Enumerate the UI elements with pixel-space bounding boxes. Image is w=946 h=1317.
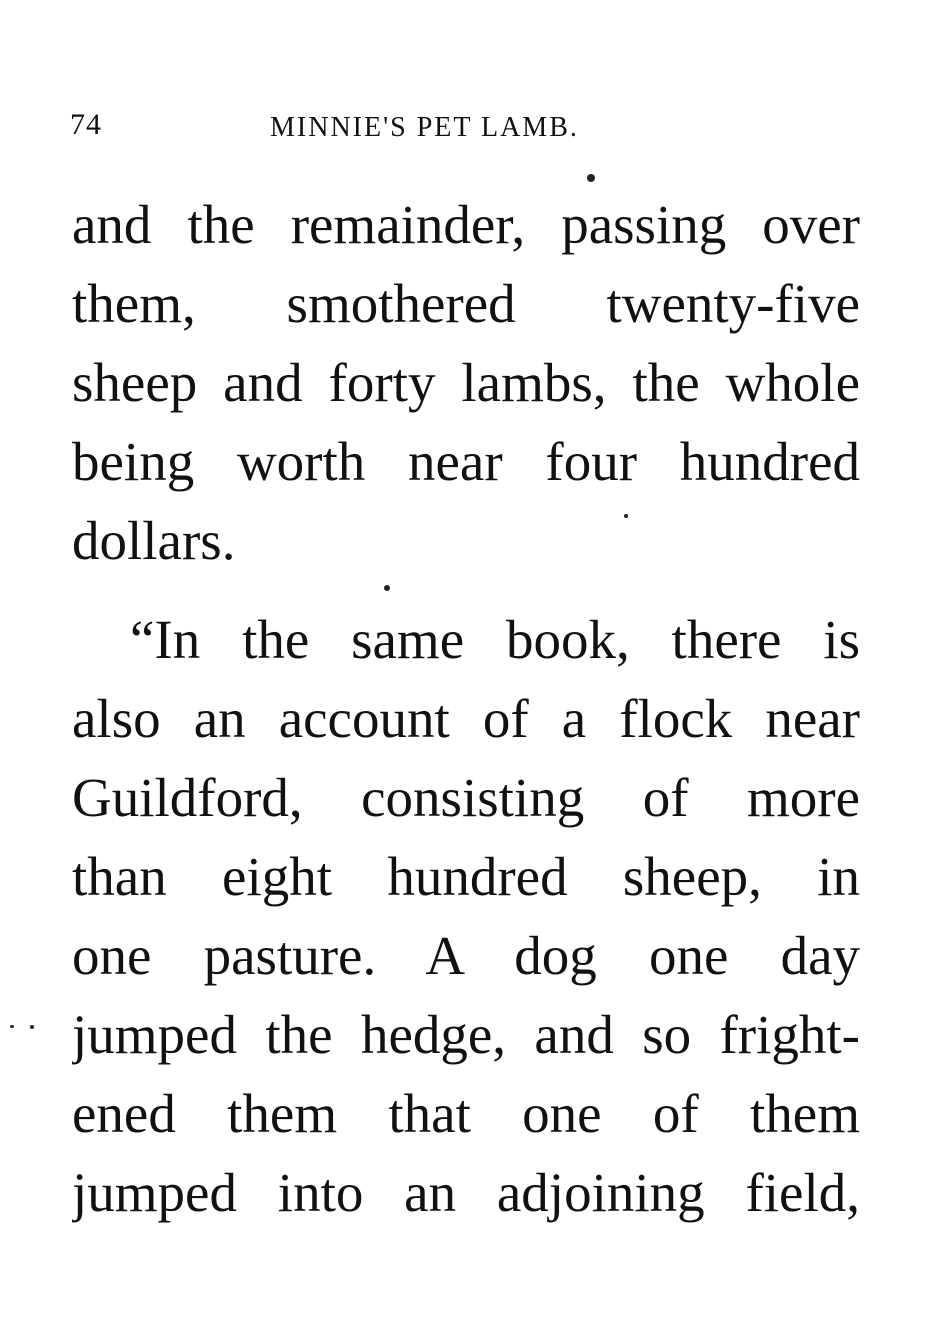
paragraph [72,185,860,580]
text-line: dollars. [72,510,236,571]
page-number: 74 [70,108,102,141]
body-text [72,185,860,1232]
running-head [70,108,670,148]
text-line: jumped the hedge, and so fright- [72,1004,860,1065]
text-line: also an account of a flock near [72,688,860,749]
text-line: sheep and forty lambs, the whole [72,352,860,413]
text-line: Guildford, consisting of more [72,767,860,828]
text-line: “In the same book, there is [130,609,860,670]
ink-speck [30,1025,34,1029]
text-line: one pasture. A dog one day [72,925,860,986]
text-line: jumped into an adjoining field, [72,1162,860,1223]
text-line: them, smothered twenty-five [72,273,860,334]
text-line: being worth near four hundred [72,431,860,492]
ink-speck [587,174,595,182]
paragraph [72,600,860,1232]
text-line: ened them that one of them [72,1083,860,1144]
ink-speck [10,1025,14,1028]
text-line: than eight hundred sheep, in [72,846,860,907]
running-title: MINNIE'S PET LAMB. [270,112,579,143]
text-line: and the remainder, passing over [72,194,860,255]
